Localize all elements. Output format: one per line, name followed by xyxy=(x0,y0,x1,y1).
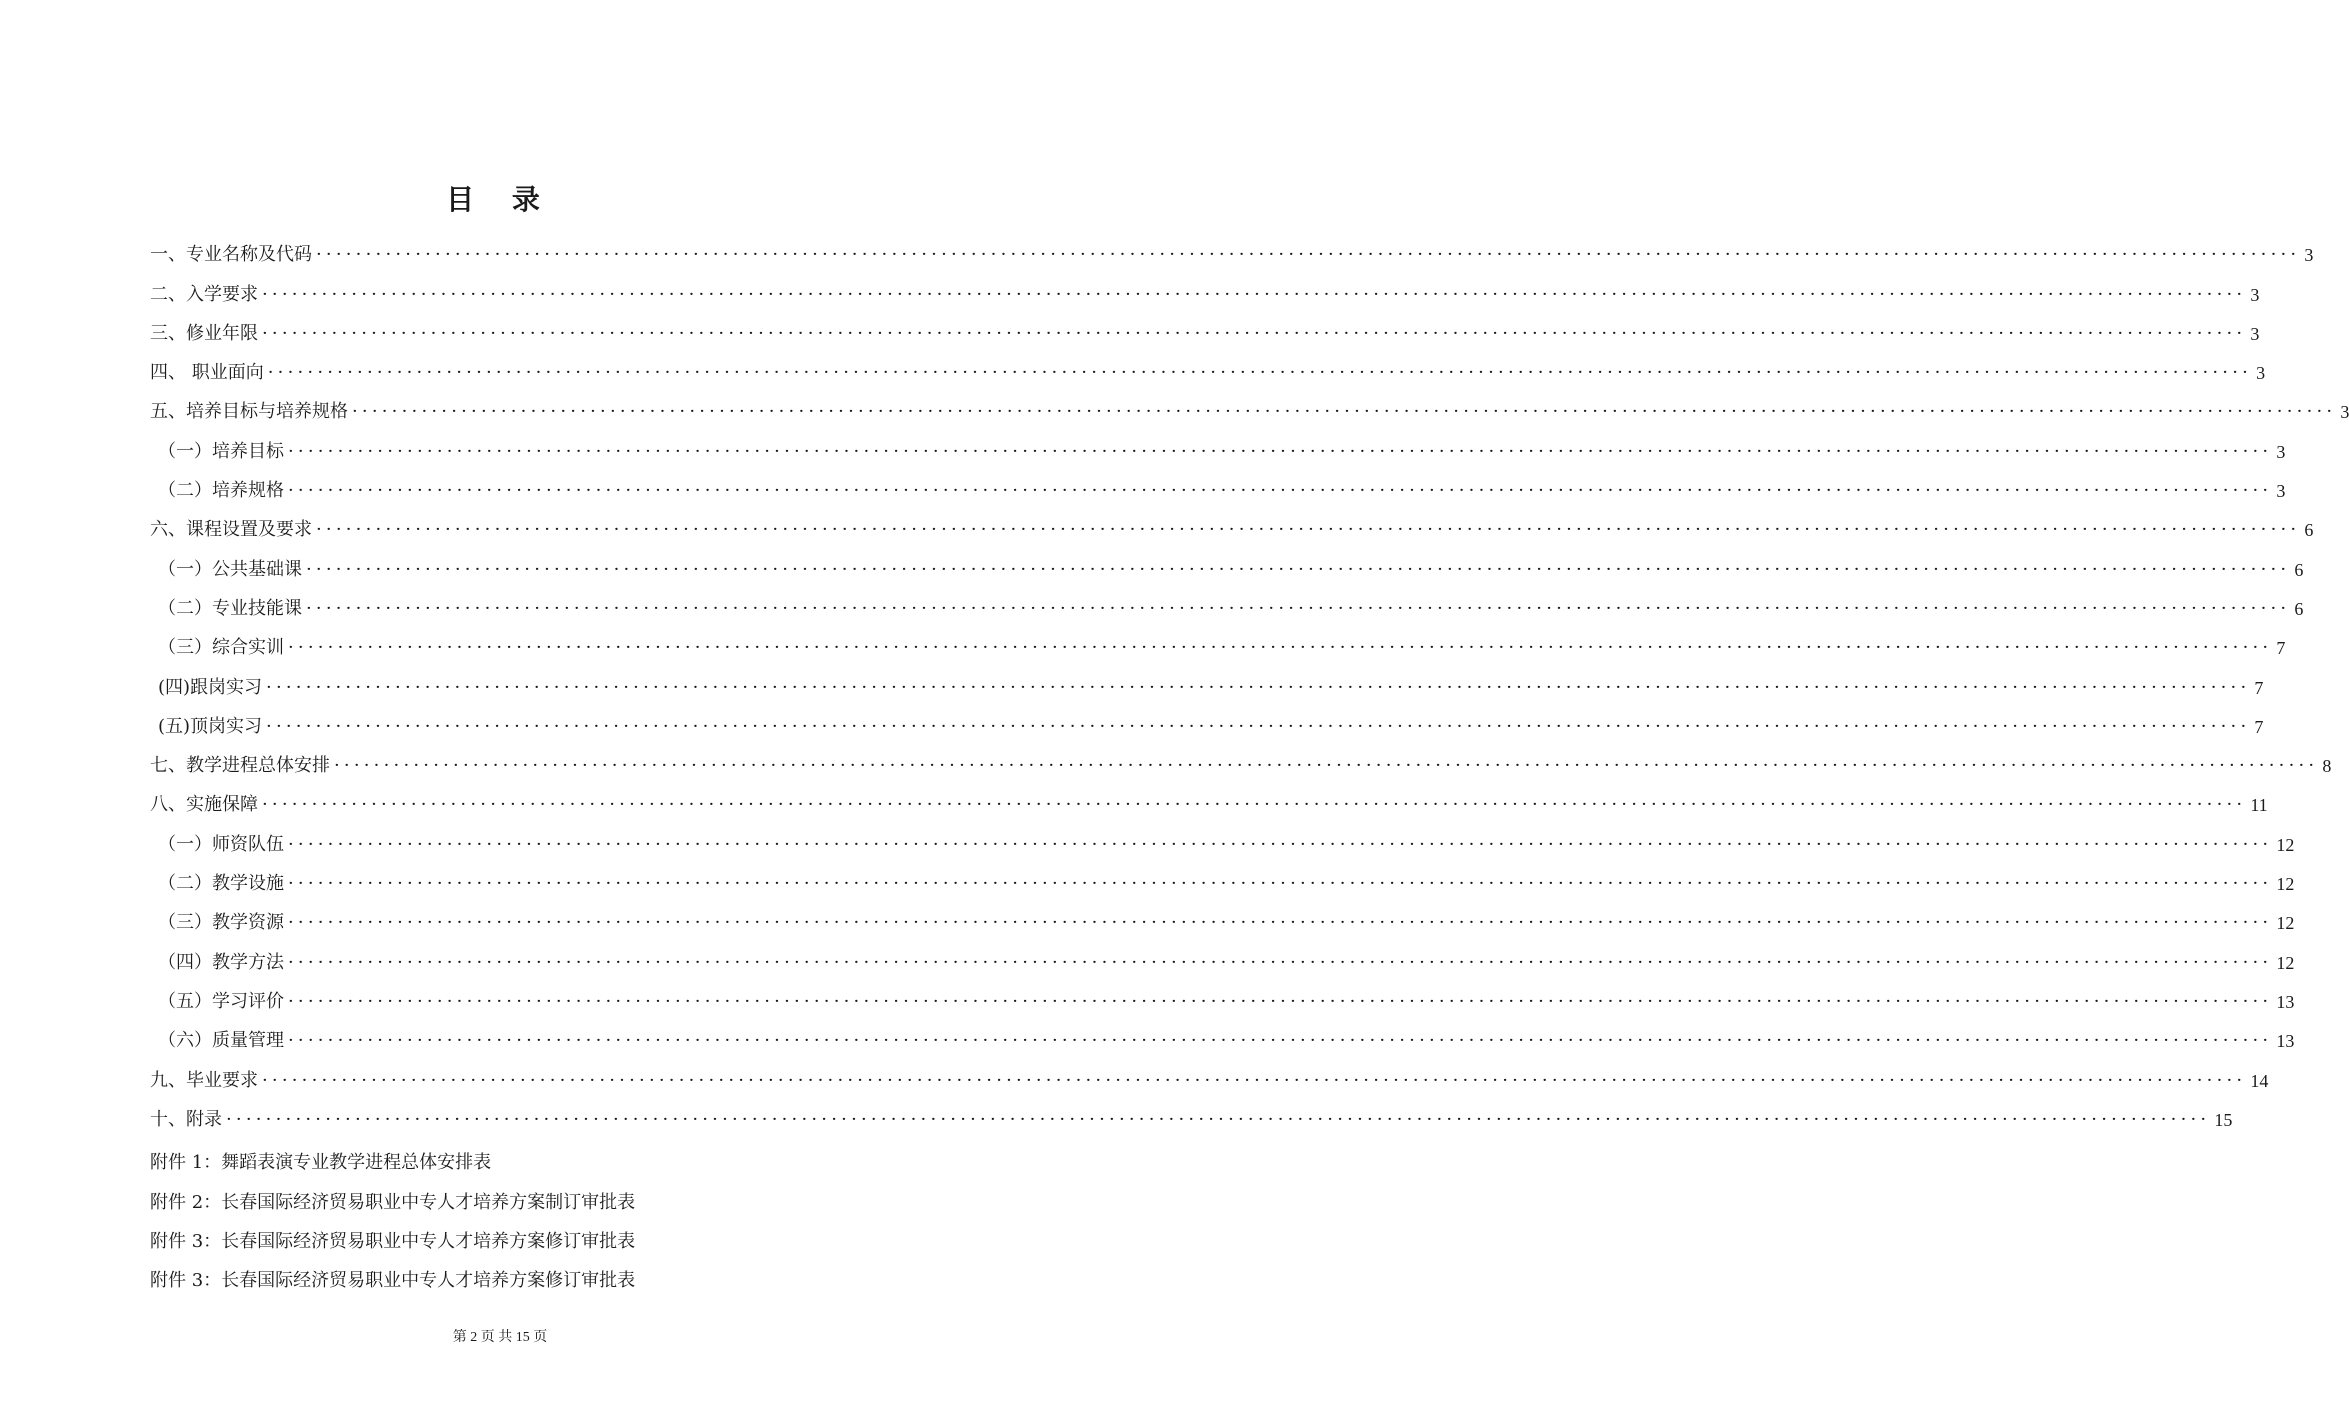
toc-entry[interactable] xyxy=(150,424,2286,463)
toc-entry-label: （一）公共基础课 xyxy=(158,558,302,580)
appendix-item[interactable]: 附件 1：舞蹈表演专业教学进程总体安排表 xyxy=(150,1152,492,1174)
toc-leader-dots: ········································································································································································································ xyxy=(334,755,2319,777)
toc-entry-label: （一）师资队伍 xyxy=(158,833,284,855)
toc-entry[interactable] xyxy=(150,346,2266,385)
toc-leader-dots: ········································································································································································································ xyxy=(288,833,2273,855)
toc-entry-page-number: 11 xyxy=(2250,795,2268,816)
toc-entry[interactable] xyxy=(150,542,2304,581)
toc-entry-label: （三）综合实训 xyxy=(158,637,284,659)
toc-entry-page-number: 6 xyxy=(2294,598,2304,619)
toc-leader-dots: ········································································································································································································ xyxy=(288,1030,2273,1052)
toc-entry-page-number: 3 xyxy=(2250,323,2260,344)
toc-entry[interactable] xyxy=(150,739,2332,778)
toc-leader-dots: ········································································································································································································ xyxy=(262,1069,2247,1091)
toc-entry-label: 十、附录 xyxy=(150,1108,222,1130)
toc-entry-page-number: 12 xyxy=(2276,913,2295,934)
toc-entry-label: （一）培养目标 xyxy=(158,440,284,462)
toc-leader-dots: ········································································································································································································ xyxy=(266,715,2251,737)
toc-entry-page-number: 8 xyxy=(2322,756,2332,777)
toc-entry-page-number: 3 xyxy=(2256,363,2266,384)
toc-leader-dots: ········································································································································································································ xyxy=(306,597,2291,619)
toc-entry-label: （四）教学方法 xyxy=(158,951,284,973)
toc-leader-dots: ········································································································································································································ xyxy=(288,873,2273,895)
toc-entry-page-number: 3 xyxy=(2304,245,2314,266)
toc-entry-page-number: 7 xyxy=(2276,638,2286,659)
toc-leader-dots: ········································································································································································································ xyxy=(288,951,2273,973)
toc-leader-dots: ········································································································································································································ xyxy=(267,362,2253,384)
toc-entry-page-number: 7 xyxy=(2254,716,2264,737)
toc-entry[interactable] xyxy=(150,582,2304,621)
toc-entry-label: （三）教学资源 xyxy=(158,912,284,934)
toc-entry[interactable] xyxy=(150,621,2286,660)
appendix-list xyxy=(150,1136,850,1293)
toc-entry[interactable] xyxy=(150,935,2295,974)
toc-entry-label: (四)跟岗实习 xyxy=(158,676,263,698)
toc-entry[interactable] xyxy=(150,267,2260,306)
toc-leader-dots: ········································································································································································································ xyxy=(266,676,2251,698)
toc-entry-page-number: 6 xyxy=(2304,520,2314,541)
toc-leader-dots: ········································································································································································································ xyxy=(288,912,2273,934)
toc-entry-label: 二、入学要求 xyxy=(150,283,258,305)
toc-leader-dots: ········································································································································································································ xyxy=(288,480,2273,502)
toc-entry[interactable] xyxy=(150,857,2295,896)
toc-entry-page-number: 12 xyxy=(2276,874,2295,895)
toc-entry-page-number: 14 xyxy=(2250,1070,2269,1091)
toc-entry-label: 三、修业年限 xyxy=(150,322,258,344)
toc-leader-dots: ········································································································································································································ xyxy=(316,519,2301,541)
toc-entry-page-number: 13 xyxy=(2276,1031,2295,1052)
toc-entry-page-number: 13 xyxy=(2276,991,2295,1012)
toc-entry-page-number: 12 xyxy=(2276,952,2295,973)
table-of-contents xyxy=(150,228,2349,1132)
toc-leader-dots: ········································································································································································································ xyxy=(262,322,2247,344)
toc-entry-page-number: 7 xyxy=(2254,677,2264,698)
toc-entry-label: （二）培养规格 xyxy=(158,480,284,502)
toc-entry-label: (五)顶岗实习 xyxy=(158,715,263,737)
toc-entry-label: 七、教学进程总体安排 xyxy=(150,755,330,777)
toc-leader-dots: ········································································································································································································ xyxy=(306,558,2291,580)
appendix-item[interactable]: 附件 3：长春国际经济贸易职业中专人才培养方案修订审批表 xyxy=(150,1270,636,1292)
toc-leader-dots: ········································································································································································································ xyxy=(262,283,2247,305)
toc-entry-label: 八、实施保障 xyxy=(150,794,258,816)
toc-entry-label: （六）质量管理 xyxy=(158,1030,284,1052)
toc-entry[interactable] xyxy=(150,896,2295,935)
toc-entry[interactable] xyxy=(150,1093,2233,1132)
appendix-item[interactable]: 附件 3：长春国际经济贸易职业中专人才培养方案修订审批表 xyxy=(150,1230,636,1252)
appendix-item[interactable]: 附件 2：长春国际经济贸易职业中专人才培养方案制订审批表 xyxy=(150,1191,636,1213)
toc-entry-page-number: 3 xyxy=(2340,402,2349,423)
toc-leader-dots: ········································································································································································································ xyxy=(288,637,2273,659)
toc-entry-label: 五、培养目标与培养规格 xyxy=(150,401,348,423)
toc-entry-label: 四、 职业面向 xyxy=(150,362,264,384)
toc-entry-page-number: 15 xyxy=(2214,1109,2233,1130)
toc-entry-page-number: 3 xyxy=(2250,284,2260,305)
toc-entry-label: 六、课程设置及要求 xyxy=(150,519,312,541)
toc-entry[interactable] xyxy=(150,1053,2269,1092)
toc-entry-label: （五）学习评价 xyxy=(158,990,284,1012)
toc-entry[interactable] xyxy=(150,660,2264,699)
toc-leader-dots: ········································································································································································································ xyxy=(226,1108,2211,1130)
toc-leader-dots: ········································································································································································································ xyxy=(288,990,2273,1012)
toc-entry[interactable] xyxy=(150,228,2314,267)
toc-entry[interactable] xyxy=(150,307,2260,346)
toc-leader-dots: ········································································································································································································ xyxy=(316,244,2301,266)
toc-entry[interactable] xyxy=(150,817,2295,856)
toc-entry-label: 九、毕业要求 xyxy=(150,1069,258,1091)
toc-entry[interactable] xyxy=(150,385,2349,424)
toc-entry[interactable] xyxy=(150,975,2295,1014)
toc-entry[interactable] xyxy=(150,464,2286,503)
toc-entry-label: （二）教学设施 xyxy=(158,873,284,895)
page-footer: 第 2 页 共 15 页 xyxy=(452,1330,548,1345)
toc-entry-label: （二）专业技能课 xyxy=(158,597,302,619)
toc-leader-dots: ········································································································································································································ xyxy=(262,794,2247,816)
toc-leader-dots: ········································································································································································································ xyxy=(288,440,2273,462)
toc-entry-label: 一、专业名称及代码 xyxy=(150,244,312,266)
toc-entry[interactable] xyxy=(150,1014,2295,1053)
toc-entry[interactable] xyxy=(150,700,2264,739)
toc-leader-dots: ········································································································································································································ xyxy=(352,401,2337,423)
toc-entry[interactable] xyxy=(150,503,2314,542)
page-title: 目 录 xyxy=(446,183,554,216)
toc-entry-page-number: 3 xyxy=(2276,441,2286,462)
toc-entry-page-number: 6 xyxy=(2294,559,2304,580)
toc-entry[interactable] xyxy=(150,778,2268,817)
toc-entry-page-number: 12 xyxy=(2276,834,2295,855)
toc-entry-page-number: 3 xyxy=(2276,481,2286,502)
